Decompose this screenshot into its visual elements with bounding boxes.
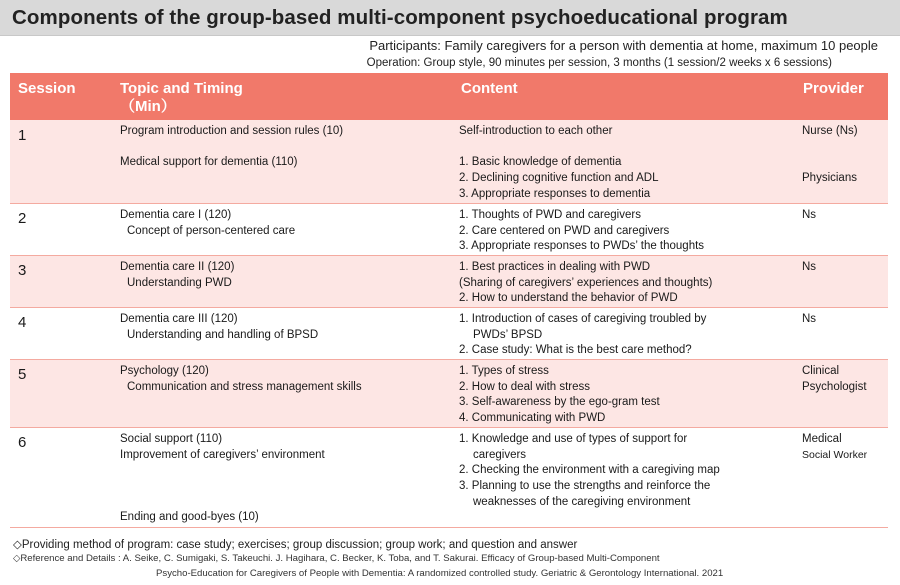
provider-text: Physicians <box>802 172 857 184</box>
page-title: Components of the group-based multi-component psychoeducational program <box>12 6 788 29</box>
table-header <box>10 73 888 120</box>
footnote-reference-continued: Psycho-Education for Caregivers of People with Dementia: A randomized controlled study. Geriatric & Gerontology International. 2021 <box>156 568 724 579</box>
content-text: 2. Checking the environment with a caregiving map <box>459 464 720 476</box>
footnote-method: ◇Providing method of program: case study; exercises; group discussion; group work; and question and answer <box>13 539 578 551</box>
table-row-session-3 <box>10 256 888 308</box>
topic-text: Understanding PWD <box>127 277 232 289</box>
provider-text: Clinical <box>802 365 840 377</box>
table-row-session-6 <box>10 428 888 528</box>
provider-text: Ns <box>802 209 817 221</box>
session-number: 6 <box>18 434 27 451</box>
footnote-reference: ◇Reference and Details : A. Seike, C. Sumigaki, S. Takeuchi. J. Hagihara, C. Becker, K. Toba, and T. Sakurai. Efficacy of Group-based Multi-Component <box>13 553 660 564</box>
header-provider: Provider <box>803 80 864 97</box>
content-text: 3. Self-awareness by the ego-gram test <box>459 396 660 408</box>
provider-text: Psychologist <box>802 381 867 393</box>
content-text: 1. Basic knowledge of dementia <box>459 156 622 168</box>
session-number: 2 <box>18 210 27 227</box>
topic-text: Social support (110) <box>120 433 223 445</box>
content-text: 2. Declining cognitive function and ADL <box>459 172 659 184</box>
content-text: 1. Thoughts of PWD and caregivers <box>459 209 641 221</box>
content-text: 3. Planning to use the strengths and reinforce the <box>459 480 711 492</box>
table-row-session-2 <box>10 204 888 256</box>
topic-text: Communication and stress management skills <box>127 381 362 393</box>
content-text: 1. Knowledge and use of types of support for <box>459 433 688 445</box>
table-row-session-5 <box>10 360 888 428</box>
provider-text: Ns <box>802 313 817 325</box>
content-text: 3. Appropriate responses to PWDs’ the thoughts <box>459 240 705 252</box>
session-number: 1 <box>18 127 27 144</box>
header-topic-line2: （Min） <box>120 98 176 115</box>
provider-text: Medical <box>802 433 842 445</box>
content-text: (Sharing of caregivers’ experiences and thoughts) <box>459 277 713 289</box>
topic-text: Medical support for dementia (110) <box>120 156 298 168</box>
topic-text: Dementia care III (120) <box>120 313 238 325</box>
content-text: 4. Communicating with PWD <box>459 412 606 424</box>
header-session: Session <box>18 80 76 97</box>
content-text: 2. Care centered on PWD and caregivers <box>459 225 670 237</box>
topic-text: Improvement of caregivers’ environment <box>120 449 325 461</box>
topic-text: Dementia care II (120) <box>120 261 235 273</box>
content-text: 1. Types of stress <box>459 365 549 377</box>
content-text: weaknesses of the caregiving environment <box>473 496 691 508</box>
content-text: caregivers <box>473 449 527 461</box>
table-row-session-4 <box>10 308 888 360</box>
topic-text: Program introduction and session rules (10) <box>120 125 344 137</box>
content-text: PWDs’ BPSD <box>473 329 543 341</box>
content-text: 2. How to understand the behavior of PWD <box>459 292 678 304</box>
session-number: 5 <box>18 366 27 383</box>
header-content: Content <box>461 80 518 97</box>
table-row-session-1 <box>10 120 888 204</box>
topic-text: Understanding and handling of BPSD <box>127 329 319 341</box>
header-topic <box>120 80 243 116</box>
program-table <box>10 73 888 528</box>
session-number: 3 <box>18 262 27 279</box>
topic-text: Concept of person-centered care <box>127 225 296 237</box>
participants-text: Participants: Family caregivers for a person with dementia at home, maximum 10 people <box>369 38 878 53</box>
topic-text: Ending and good-byes (10) <box>120 511 259 523</box>
content-text: Self-introduction to each other <box>459 125 613 137</box>
provider-text: Nurse (Ns) <box>802 125 858 137</box>
provider-text: Ns <box>802 261 817 273</box>
content-text: 2. How to deal with stress <box>459 381 591 393</box>
content-text: 1. Best practices in dealing with PWD <box>459 261 651 273</box>
content-text: 2. Case study: What is the best care method? <box>459 344 692 356</box>
content-text: 1. Introduction of cases of caregiving troubled by <box>459 313 707 325</box>
header-topic-line1: Topic and Timing <box>120 80 243 97</box>
topic-text: Dementia care I (120) <box>120 209 232 221</box>
content-text: 3. Appropriate responses to dementia <box>459 188 651 200</box>
operation-text: Operation: Group style, 90 minutes per session, 3 months (1 session/2 weeks x 6 sessions) <box>366 57 832 69</box>
title-bar <box>0 0 900 36</box>
topic-text: Psychology (120) <box>120 365 209 377</box>
provider-text: Social Worker <box>802 449 868 461</box>
session-number: 4 <box>18 314 27 331</box>
